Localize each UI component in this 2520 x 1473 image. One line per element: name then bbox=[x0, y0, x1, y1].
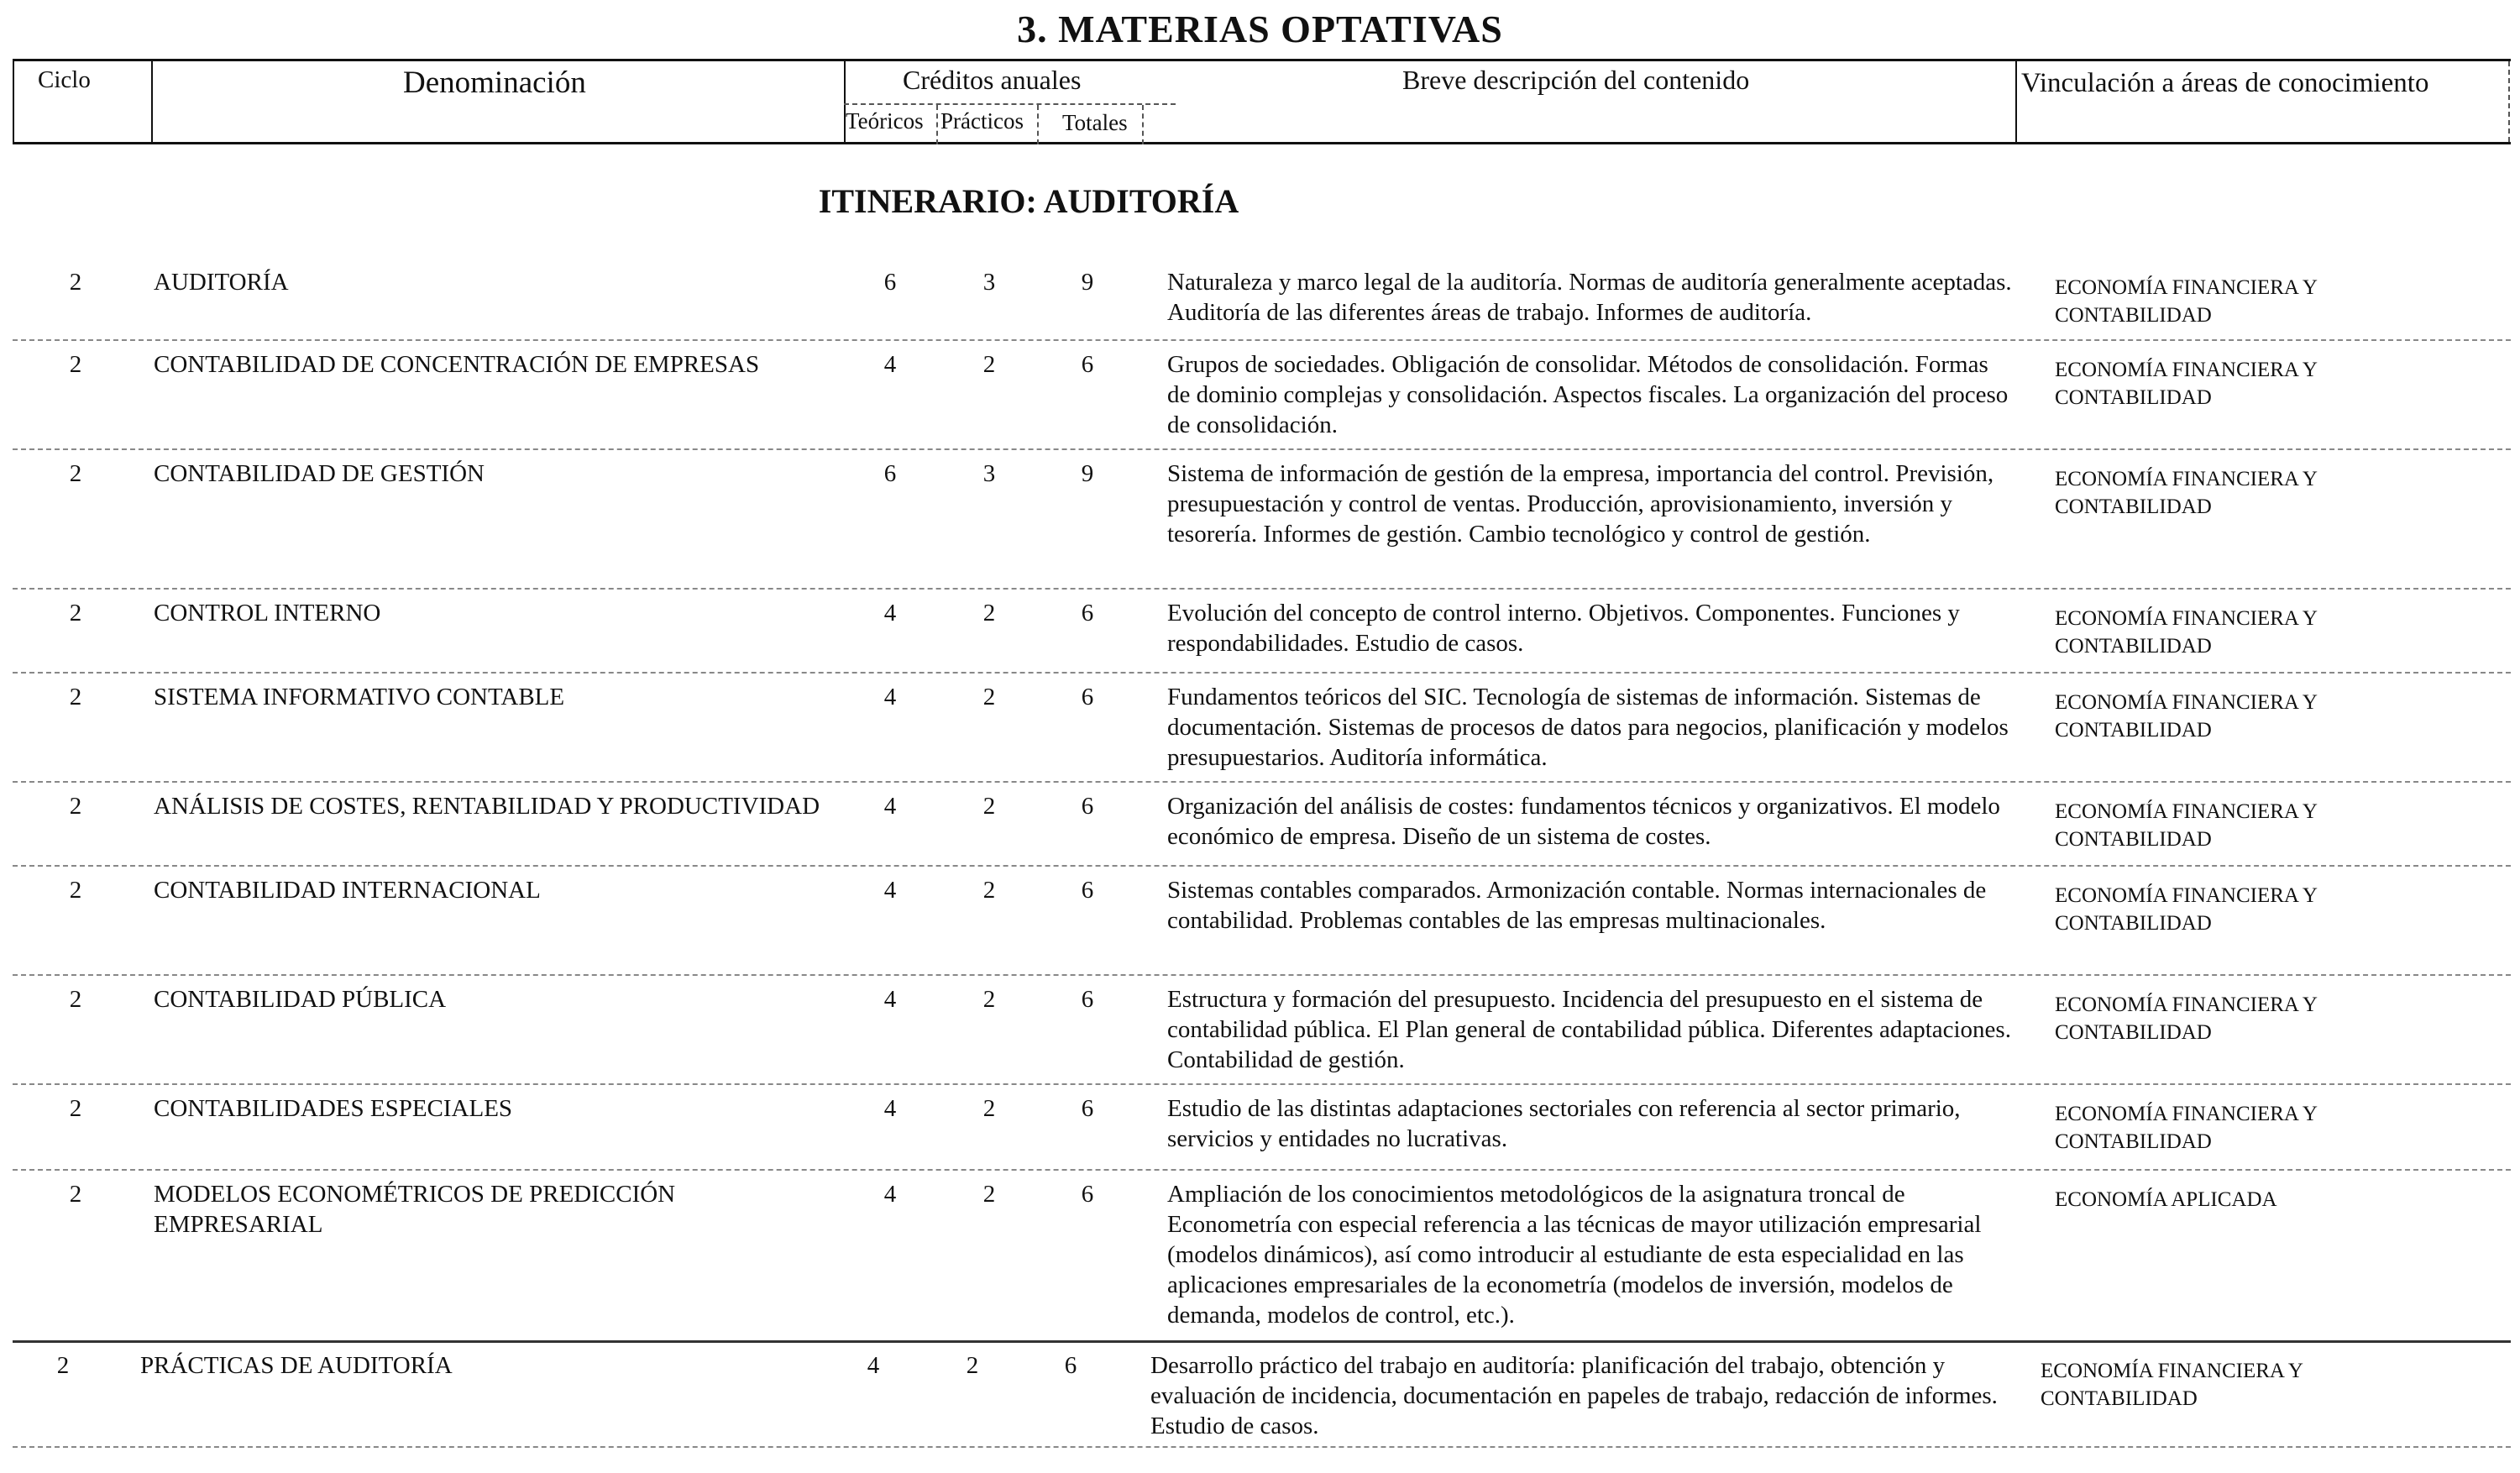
cell-denominacion: MODELOS ECONOMÉTRICOS DE PREDICCIÓN EMPRESARIAL bbox=[154, 1181, 676, 1238]
row-divider bbox=[13, 448, 2511, 450]
cell-descripcion: Fundamentos teóricos del SIC. Tecnología de sistemas de información. Sistemas de documentación. Sistemas de procesos de datos para negocios, planificación y modelos presupuestarios. Auditoría informática. bbox=[1167, 684, 2009, 771]
cell-practicos: 2 bbox=[982, 986, 996, 1013]
cell-totales: 6 bbox=[1081, 793, 1094, 820]
header-right-border bbox=[2508, 61, 2510, 142]
cell-area: ECONOMÍA FINANCIERA Y CONTABILIDAD bbox=[2055, 884, 2318, 935]
table-header bbox=[13, 59, 2511, 144]
cell-descripcion: Desarrollo práctico del trabajo en auditoría: planificación del trabajo, obtención y evaluación de incidencia, documentación en papeles de trabajo, redacción de informes. Estudio de casos. bbox=[1150, 1352, 1998, 1439]
cell-area: ECONOMÍA FINANCIERA Y CONTABILIDAD bbox=[2055, 276, 2318, 327]
cell-area: ECONOMÍA APLICADA bbox=[2055, 1188, 2277, 1211]
cell-denominacion: AUDITORÍA bbox=[154, 269, 289, 296]
cell-area: ECONOMÍA FINANCIERA Y CONTABILIDAD bbox=[2055, 607, 2318, 658]
cell-denominacion: CONTABILIDAD DE CONCENTRACIÓN DE EMPRESAS bbox=[154, 351, 760, 378]
header-divider bbox=[151, 61, 153, 142]
cell-totales: 6 bbox=[1081, 351, 1094, 378]
credits-subdivider bbox=[936, 105, 938, 144]
cell-ciclo: 2 bbox=[69, 877, 82, 904]
cell-descripcion: Grupos de sociedades. Obligación de consolidar. Métodos de consolidación. Formas de dominio complejas y consolidación. Aspectos fiscales. La organización del proceso de consolidación. bbox=[1167, 351, 2009, 438]
cell-denominacion: ANÁLISIS DE COSTES, RENTABILIDAD Y PRODUCTIVIDAD bbox=[154, 793, 820, 820]
row-divider bbox=[13, 588, 2511, 590]
cell-ciclo: 2 bbox=[69, 460, 82, 487]
header-totales: Totales bbox=[1062, 110, 1128, 135]
cell-descripcion: Organización del análisis de costes: fundamentos técnicos y organizativos. El modelo económico de empresa. Diseño de un sistema de costes. bbox=[1167, 793, 2000, 850]
cell-descripcion: Evolución del concepto de control interno. Objetivos. Componentes. Funciones y respondabilidades. Estudio de casos. bbox=[1167, 600, 1960, 657]
cell-descripcion: Estudio de las distintas adaptaciones sectoriales con referencia al sector primario, servicios y entidades no lucrativas. bbox=[1167, 1095, 1961, 1152]
row-divider bbox=[13, 1169, 2511, 1171]
cell-practicos: 3 bbox=[982, 460, 996, 487]
cell-descripcion: Estructura y formación del presupuesto. Incidencia del presupuesto en el sistema de contabilidad pública. El Plan general de contabilidad pública. Diferentes adaptaciones. Contabilidad de gestión. bbox=[1167, 986, 2011, 1073]
row-divider bbox=[13, 672, 2511, 674]
cell-totales: 6 bbox=[1081, 877, 1094, 904]
cell-denominacion: PRÁCTICAS DE AUDITORÍA bbox=[140, 1352, 453, 1379]
cell-totales: 9 bbox=[1081, 460, 1094, 487]
cell-totales: 6 bbox=[1081, 600, 1094, 626]
cell-ciclo: 2 bbox=[69, 1095, 82, 1122]
header-descripcion: Breve descripción del contenido bbox=[1402, 65, 1750, 95]
cell-teoricos: 4 bbox=[883, 684, 897, 710]
cell-totales: 6 bbox=[1081, 684, 1094, 710]
cell-area: ECONOMÍA FINANCIERA Y CONTABILIDAD bbox=[2055, 1103, 2318, 1153]
cell-ciclo: 2 bbox=[69, 269, 82, 296]
cell-totales: 9 bbox=[1081, 269, 1094, 296]
cell-practicos: 2 bbox=[966, 1352, 979, 1379]
cell-ciclo: 2 bbox=[69, 1181, 82, 1208]
row-divider bbox=[13, 1446, 2511, 1448]
cell-ciclo: 2 bbox=[69, 684, 82, 710]
section-heading: ITINERARIO: AUDITORÍA bbox=[818, 182, 1239, 220]
cell-area: ECONOMÍA FINANCIERA Y CONTABILIDAD bbox=[2055, 691, 2318, 742]
cell-totales: 6 bbox=[1064, 1352, 1077, 1379]
cell-area: ECONOMÍA FINANCIERA Y CONTABILIDAD bbox=[2055, 359, 2318, 409]
cell-descripcion: Naturaleza y marco legal de la auditoría. Normas de auditoría generalmente aceptadas. Auditoría de las diferentes áreas de trabajo. Informes de auditoría. bbox=[1167, 269, 2012, 326]
header-vinculacion: Vinculación a áreas de conocimiento bbox=[2021, 68, 2429, 98]
credits-subdivider bbox=[1037, 105, 1039, 144]
cell-denominacion: CONTROL INTERNO bbox=[154, 600, 381, 626]
header-creditos: Créditos anuales bbox=[903, 65, 1082, 95]
row-divider bbox=[13, 974, 2511, 976]
cell-teoricos: 4 bbox=[867, 1352, 880, 1379]
cell-area: ECONOMÍA FINANCIERA Y CONTABILIDAD bbox=[2055, 800, 2318, 851]
cell-practicos: 2 bbox=[982, 684, 996, 710]
cell-denominacion: CONTABILIDAD DE GESTIÓN bbox=[154, 460, 485, 487]
header-ciclo: Ciclo bbox=[38, 66, 91, 93]
cell-ciclo: 2 bbox=[69, 600, 82, 626]
cell-descripcion: Sistemas contables comparados. Armonización contable. Normas internacionales de contabilidad. Problemas contables de las empresas multinacionales. bbox=[1167, 877, 1987, 934]
cell-ciclo: 2 bbox=[69, 351, 82, 378]
cell-totales: 6 bbox=[1081, 1095, 1094, 1122]
cell-teoricos: 4 bbox=[883, 793, 897, 820]
cell-practicos: 2 bbox=[982, 1181, 996, 1208]
cell-ciclo: 2 bbox=[69, 986, 82, 1013]
cell-practicos: 3 bbox=[982, 269, 996, 296]
cell-denominacion: SISTEMA INFORMATIVO CONTABLE bbox=[154, 684, 565, 710]
row-divider bbox=[13, 781, 2511, 783]
header-teoricos: Teóricos bbox=[846, 108, 924, 134]
cell-denominacion: CONTABILIDAD INTERNACIONAL bbox=[154, 877, 541, 904]
cell-ciclo: 2 bbox=[69, 793, 82, 820]
cell-denominacion: CONTABILIDAD PÚBLICA bbox=[154, 986, 447, 1013]
cell-area: ECONOMÍA FINANCIERA Y CONTABILIDAD bbox=[2041, 1360, 2303, 1410]
row-divider bbox=[13, 865, 2511, 867]
cell-teoricos: 4 bbox=[883, 600, 897, 626]
cell-totales: 6 bbox=[1081, 1181, 1094, 1208]
cell-area: ECONOMÍA FINANCIERA Y CONTABILIDAD bbox=[2055, 468, 2318, 518]
cell-ciclo: 2 bbox=[56, 1352, 70, 1379]
cell-teoricos: 4 bbox=[883, 351, 897, 378]
cell-totales: 6 bbox=[1081, 986, 1094, 1013]
cell-descripcion: Sistema de información de gestión de la empresa, importancia del control. Previsión, presupuestación y control de ventas. Producción, aprovisionamiento, inversión y tesorería. Informes de gestión. Cambio tecnológico y control de gestión. bbox=[1167, 460, 1994, 548]
credits-subdivider bbox=[1142, 105, 1144, 144]
cell-descripcion: Ampliación de los conocimientos metodológicos de la asignatura troncal de Econometría con especial referencia a las técnicas de mayor utilización empresarial (modelos dinámicos), así como introducir al estudiante de esta especialidad en las aplicaciones empresariales de la econometría (modelos de inversión, modelos de demanda, modelos de control, etc.). bbox=[1167, 1181, 1982, 1329]
cell-practicos: 2 bbox=[982, 600, 996, 626]
cell-teoricos: 4 bbox=[883, 1181, 897, 1208]
cell-area: ECONOMÍA FINANCIERA Y CONTABILIDAD bbox=[2055, 993, 2318, 1044]
cell-teoricos: 6 bbox=[883, 460, 897, 487]
header-left-border bbox=[13, 61, 14, 142]
cell-teoricos: 6 bbox=[883, 269, 897, 296]
header-divider bbox=[2015, 61, 2017, 142]
cell-practicos: 2 bbox=[982, 351, 996, 378]
cell-practicos: 2 bbox=[982, 793, 996, 820]
cell-teoricos: 4 bbox=[883, 986, 897, 1013]
row-divider bbox=[13, 1340, 2511, 1343]
cell-practicos: 2 bbox=[982, 1095, 996, 1122]
cell-teoricos: 4 bbox=[883, 877, 897, 904]
header-denominacion: Denominación bbox=[403, 66, 586, 100]
cell-teoricos: 4 bbox=[883, 1095, 897, 1122]
credits-subdivider bbox=[844, 103, 1176, 105]
page-title: 3. MATERIAS OPTATIVAS bbox=[1017, 8, 1503, 50]
cell-practicos: 2 bbox=[982, 877, 996, 904]
row-divider bbox=[13, 1083, 2511, 1085]
cell-denominacion: CONTABILIDADES ESPECIALES bbox=[154, 1095, 513, 1122]
header-practicos: Prácticos bbox=[940, 108, 1024, 134]
row-divider bbox=[13, 339, 2511, 341]
